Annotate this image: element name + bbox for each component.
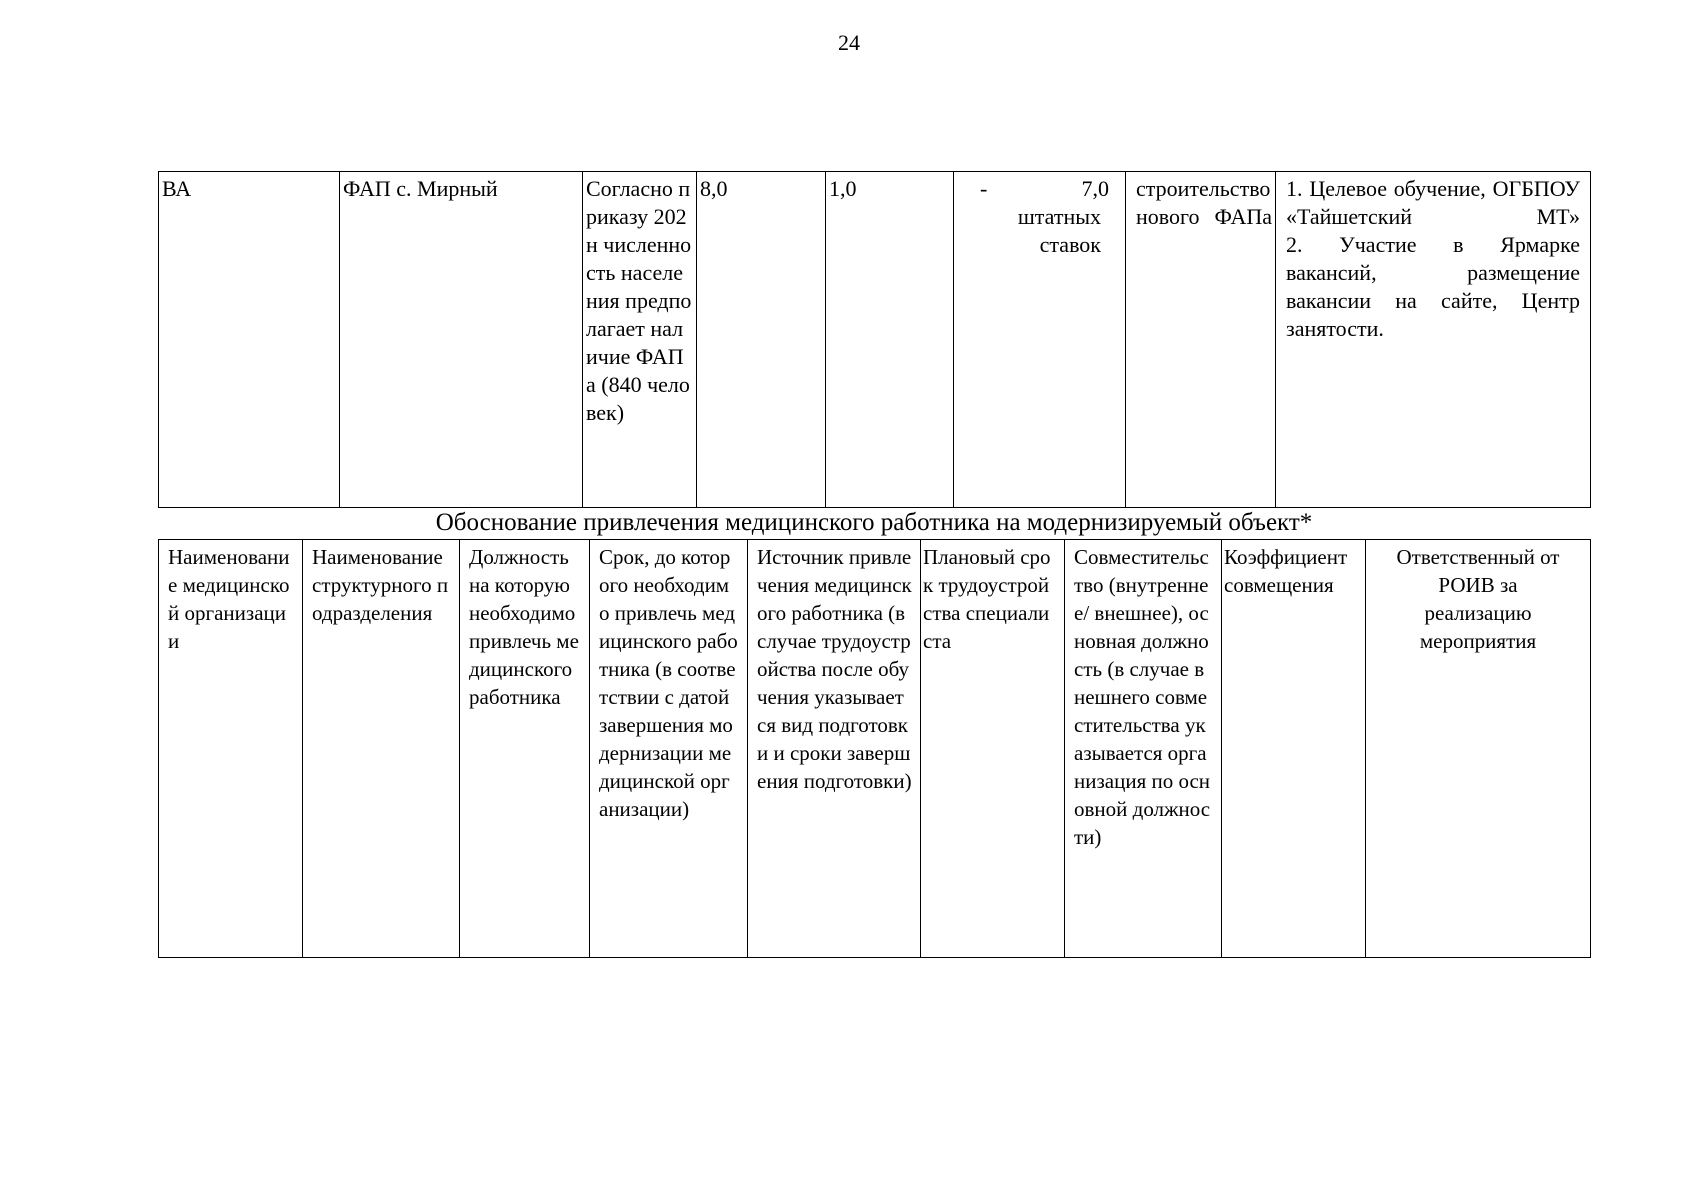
- measure-1: 1. Целевое обучение, ОГБПОУ «Тайшетский МТ»: [1286, 176, 1580, 229]
- column-header: Совместительство (внутреннее/ внешнее), основная должность (в случае внешнего совместительства указывается организация по основной должности): [1065, 540, 1222, 958]
- measure-2: 2. Участие в Ярмарке вакансий, размещение вакансии на сайте, Центр занятости.: [1286, 232, 1580, 341]
- column-header: Должность на которую необходимо привлечь медицинского работника: [460, 540, 590, 958]
- column-header: Источник привлечения медицинского работника (в случае трудоустройства после обучения указывается вид подготовки и сроки завершения подготовки): [748, 540, 921, 958]
- table-cell: ВА: [159, 172, 340, 508]
- table-cell: [954, 172, 1126, 508]
- unit-text: штатных ставок: [1017, 204, 1101, 257]
- table-header-row: [159, 540, 1591, 958]
- column-header: Коэффициент совмещения: [1222, 540, 1366, 958]
- upper-table: [158, 171, 1591, 508]
- column-header: Наименование структурного подразделения: [303, 540, 460, 958]
- page-number: 24: [838, 30, 860, 55]
- lower-table: [158, 539, 1591, 958]
- table-cell: 1,0: [826, 172, 954, 508]
- table-cell: [1276, 172, 1591, 508]
- column-header: Наименование медицинской организации: [159, 540, 303, 958]
- value-text: 7,0: [1081, 176, 1109, 201]
- column-header: Плановый срок трудоустройства специалиста: [921, 540, 1065, 958]
- section-title: Обоснование привлечения медицинского работника на модернизируемый объект*: [435, 509, 1313, 536]
- dash-text: -: [980, 176, 988, 201]
- column-header: Срок, до которого необходимо привлечь медицинского работника (в соответствии с датой завершения модернизации медицинской организации): [590, 540, 748, 958]
- column-header: Ответственный от РОИВ за реализацию мероприятия: [1366, 540, 1591, 958]
- table-cell: строительство нового ФАПа: [1126, 172, 1276, 508]
- table-cell: 8,0: [697, 172, 826, 508]
- table-cell: ФАП с. Мирный: [340, 172, 583, 508]
- table-row: [159, 172, 1591, 508]
- table-cell: Согласно приказу 202н численность населения предполагает наличие ФАПа (840 человек): [583, 172, 697, 508]
